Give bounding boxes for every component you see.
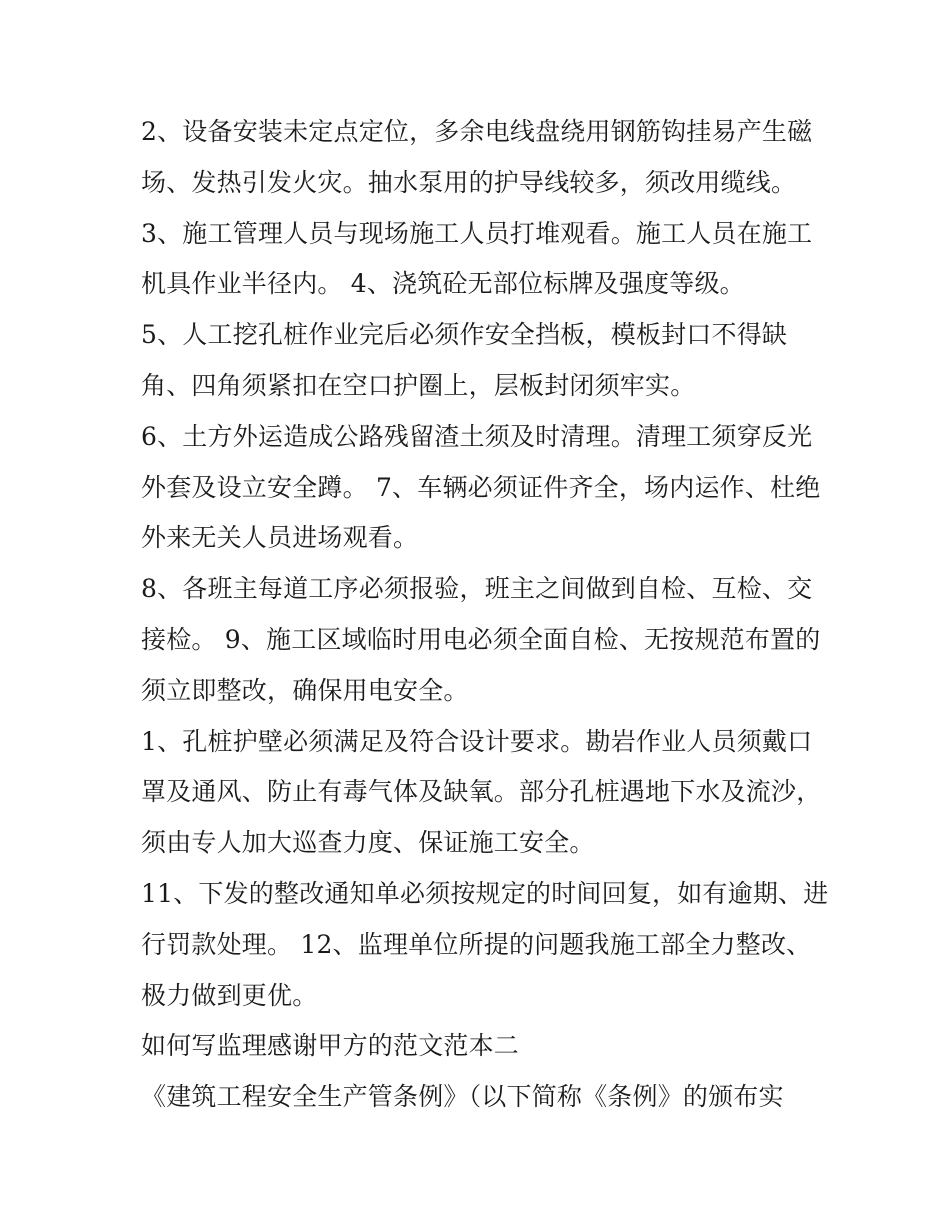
text-line: 外来无关人员进场观看。 [141,523,419,553]
text-line: 2、设备安装未定点定位，多余电线盘绕用钢筋钩挂易产生磁 [141,117,813,146]
text-line: 外套及设立安全蹲。 7、车辆必须证件齐全，场内运作、杜绝 [141,472,821,502]
text-line: 机具作业半径内。 4、浇筑砼无部位标牌及强度等级。 [141,269,745,299]
text-line: 8、各班主每道工序必须报验，班主之间做到自检、互检、交 [141,574,813,604]
text-line: 须由专人加大巡查力度、保证施工安全。 [141,828,595,858]
text-line: 接检。 9、施工区域临时用电必须全面自检、无按规范布置的 [141,624,821,654]
text-line: 5、人工挖孔桩作业完后必须作安全挡板，模板封口不得缺 [141,320,788,350]
text-line: 角、四角须紧扣在空口护圈上，层板封闭须牢实。 [141,370,696,400]
text-line: 11、下发的整改通知单必须按规定的时间回复，如有逾期、进 [141,878,829,908]
text-line: 罩及通风、防止有毒气体及缺氧。部分孔桩遇地下水及流沙， [141,777,822,807]
text-line: 1、孔桩护壁必须满足及符合设计要求。勘岩作业人员须戴口 [141,726,813,756]
text-line: 《建筑工程安全生产管条例》（以下简称《条例》的颁布实 [141,1082,784,1112]
text-line: 3、施工管理人员与现场施工人员打堆观看。施工人员在施工 [141,218,813,248]
text-line: 极力做到更优。 [141,980,318,1010]
text-line: 行罚款处理。 12、监理单位所提的问题我施工部全力整改、 [141,929,812,959]
text-line: 须立即整改，确保用电安全。 [141,675,469,705]
section-heading: 如何写监理感谢甲方的范文范本二 [141,1031,520,1061]
document-body [141,107,829,1123]
text-line: 场、发热引发火灾。抽水泵用的护导线较多，须改用缆线。 [141,167,797,197]
text-line: 6、土方外运造成公路残留渣土须及时清理。清理工须穿反光 [141,421,813,451]
